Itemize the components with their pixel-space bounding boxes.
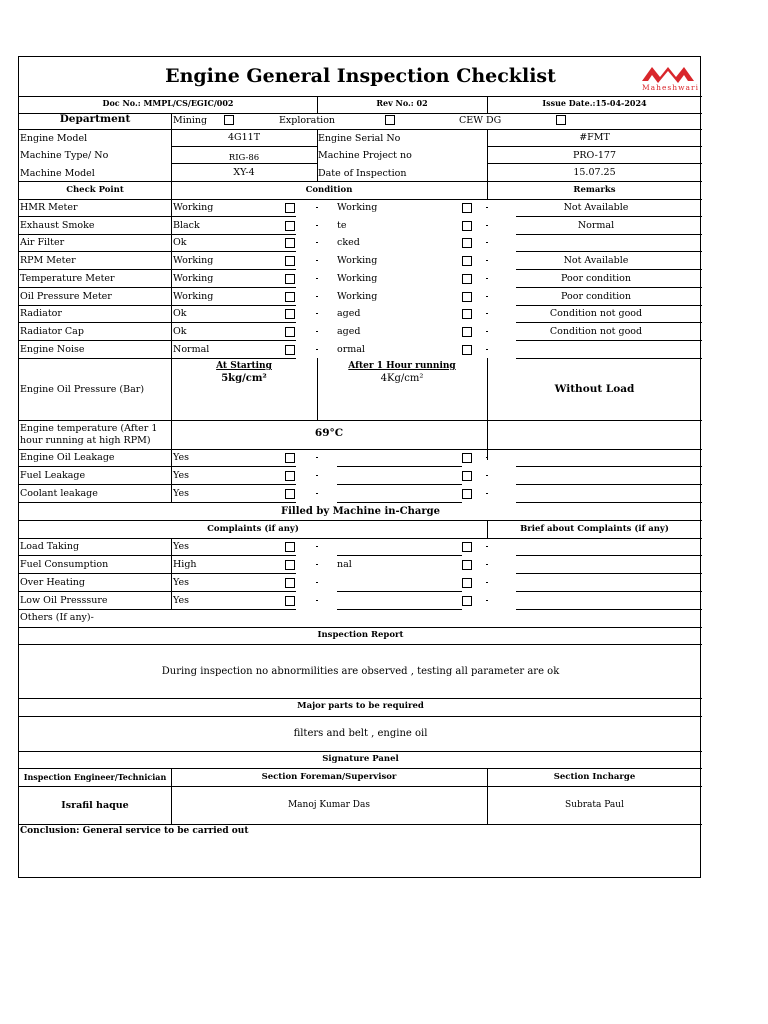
row-line xyxy=(19,251,171,252)
marker xyxy=(486,225,488,226)
condition-value: Working xyxy=(173,273,214,284)
row-name: Engine Oil Leakage xyxy=(20,452,115,463)
machine-type-label: Machine Type/ No xyxy=(20,150,109,161)
condition-value: Yes xyxy=(173,488,189,499)
row-line xyxy=(19,340,171,341)
filled-by-label: Filled by Machine in-Charge xyxy=(281,506,440,517)
condition-value: Yes xyxy=(173,452,189,463)
blank-line xyxy=(337,591,462,592)
dept-mining-checkbox[interactable] xyxy=(224,115,234,125)
condition-checkbox[interactable] xyxy=(285,471,295,481)
marker xyxy=(316,475,318,476)
divider xyxy=(171,288,172,306)
row-line xyxy=(171,609,296,610)
condition-checkbox[interactable] xyxy=(285,560,295,570)
checklist-sheet xyxy=(18,56,701,878)
signature-panel-label: Signature Panel xyxy=(322,754,399,764)
remark-line xyxy=(516,609,702,610)
divider xyxy=(171,252,172,270)
blank-line xyxy=(337,484,462,485)
inspection-report-text: During inspection no abnormilities are observed , testing all parameter are ok xyxy=(161,666,560,677)
remark-value: Poor condition xyxy=(561,273,631,284)
row-line xyxy=(171,573,296,574)
conclusion-text: Conclusion: General service to be carried out xyxy=(20,826,249,836)
remark-line xyxy=(516,305,702,306)
condition-alt-checkbox[interactable] xyxy=(462,542,472,552)
condition-checkbox[interactable] xyxy=(285,309,295,319)
marker xyxy=(316,349,318,350)
remark-line xyxy=(516,358,702,359)
condition-value: Working xyxy=(173,202,214,213)
row-line xyxy=(19,573,171,574)
remark-line xyxy=(516,251,702,252)
marker xyxy=(486,582,488,583)
engine-temp-value: 69°C xyxy=(314,427,344,439)
row-line xyxy=(171,234,296,235)
blank-line xyxy=(337,609,462,610)
condition-alt-value: Working xyxy=(337,273,378,284)
remark-value: Poor condition xyxy=(561,291,631,302)
row-name: Fuel Leakage xyxy=(20,470,86,481)
condition-alt-checkbox[interactable] xyxy=(462,471,472,481)
marker xyxy=(486,278,488,279)
row-line xyxy=(171,484,296,485)
marker xyxy=(316,242,318,243)
row-name: Air Filter xyxy=(20,237,65,248)
marker xyxy=(486,457,488,458)
marker xyxy=(486,564,488,565)
incharge-label: Section Incharge xyxy=(553,772,636,782)
without-load-remark: Without Load xyxy=(554,383,635,395)
condition-value: Yes xyxy=(173,541,189,552)
condition-value: Yes xyxy=(173,577,189,588)
major-parts-text: filters and belt , engine oil xyxy=(293,728,428,739)
condition-alt-checkbox[interactable] xyxy=(462,578,472,588)
row-line xyxy=(19,305,171,306)
remark-line xyxy=(516,466,702,467)
row-line xyxy=(171,305,296,306)
row-line xyxy=(19,484,171,485)
condition-alt-checkbox[interactable] xyxy=(462,203,472,213)
condition-alt-checkbox[interactable] xyxy=(462,309,472,319)
condition-alt-value: Working xyxy=(337,202,378,213)
marker xyxy=(486,207,488,208)
date-value: 15.07.25 xyxy=(573,167,616,178)
condition-checkbox[interactable] xyxy=(285,203,295,213)
blank-line xyxy=(337,555,462,556)
row-line xyxy=(171,269,296,270)
condition-alt-value: Working xyxy=(337,255,378,266)
brief-complaints-header: Brief about Complaints (if any) xyxy=(520,524,669,534)
divider xyxy=(171,270,172,288)
logo-text: Maheshwari xyxy=(642,83,699,92)
row-line xyxy=(19,322,171,323)
condition-value: Black xyxy=(173,220,200,231)
condition-checkbox[interactable] xyxy=(285,256,295,266)
condition-checkbox[interactable] xyxy=(285,489,295,499)
engineer-label: Inspection Engineer/Technician xyxy=(23,772,167,782)
check-point-header: Check Point xyxy=(66,185,124,195)
row-name: RPM Meter xyxy=(20,255,76,266)
divider xyxy=(171,592,172,610)
complaints-header: Complaints (if any) xyxy=(207,524,299,534)
condition-value: Working xyxy=(173,255,214,266)
remark-line xyxy=(516,216,702,217)
engine-model-value: 4G11T xyxy=(227,132,261,143)
divider xyxy=(171,217,172,235)
divider xyxy=(171,341,172,359)
engine-temp-label-2: hour running at high RPM) xyxy=(20,435,151,446)
engine-serial-label: Engine Serial No xyxy=(318,133,401,144)
dept-option-label: Mining xyxy=(173,115,208,126)
row-line xyxy=(171,466,296,467)
machine-model-label: Machine Model xyxy=(20,168,95,179)
machine-type-value: RIG-86 xyxy=(228,153,260,163)
condition-alt-checkbox[interactable] xyxy=(462,453,472,463)
condition-alt-checkbox[interactable] xyxy=(462,596,472,606)
condition-value: Yes xyxy=(173,595,189,606)
row-name: Exhaust Smoke xyxy=(20,220,95,231)
condition-alt-value: aged xyxy=(337,326,361,337)
marker xyxy=(486,493,488,494)
after-running-label: After 1 Hour running xyxy=(348,361,456,371)
condition-checkbox[interactable] xyxy=(285,274,295,284)
condition-value: Working xyxy=(173,291,214,302)
row-name: Engine Noise xyxy=(20,344,85,355)
row-line xyxy=(171,322,296,323)
divider xyxy=(171,538,172,556)
condition-alt-value: Working xyxy=(337,291,378,302)
department-label: Department xyxy=(59,113,131,125)
condition-alt-value: nal xyxy=(337,559,352,570)
row-line xyxy=(171,340,296,341)
divider xyxy=(171,323,172,341)
condition-alt-checkbox[interactable] xyxy=(462,327,472,337)
condition-value: High xyxy=(173,559,197,570)
divider xyxy=(171,199,172,217)
doc-no: Doc No.: MMPL/CS/EGIC/002 xyxy=(102,98,234,108)
marker xyxy=(486,600,488,601)
company-logo xyxy=(634,59,702,95)
marker xyxy=(316,546,318,547)
condition-checkbox[interactable] xyxy=(285,221,295,231)
condition-checkbox[interactable] xyxy=(285,542,295,552)
engine-serial-value: #FMT xyxy=(579,132,610,143)
row-line xyxy=(171,287,296,288)
marker xyxy=(316,600,318,601)
date-label: Date of Inspection xyxy=(318,168,407,179)
row-line xyxy=(19,466,171,467)
condition-value: Normal xyxy=(173,344,210,355)
condition-alt-value: te xyxy=(337,220,347,231)
marker xyxy=(486,260,488,261)
marker xyxy=(486,331,488,332)
project-value: PRO-177 xyxy=(572,150,617,161)
marker xyxy=(486,313,488,314)
condition-alt-checkbox[interactable] xyxy=(462,256,472,266)
row-line xyxy=(19,609,171,610)
dept-cew-checkbox[interactable] xyxy=(556,115,566,125)
condition-checkbox[interactable] xyxy=(285,292,295,302)
project-label: Machine Project no xyxy=(318,150,412,161)
row-line xyxy=(19,502,171,503)
row-line xyxy=(19,555,171,556)
row-line xyxy=(171,502,296,503)
engineer-name: Israfil haque xyxy=(61,800,129,811)
marker xyxy=(486,296,488,297)
blank-line xyxy=(337,466,462,467)
marker xyxy=(316,296,318,297)
remark-line xyxy=(516,555,702,556)
row-line xyxy=(171,591,296,592)
remark-line xyxy=(516,287,702,288)
row-line xyxy=(171,555,296,556)
marker xyxy=(316,260,318,261)
condition-alt-value: cked xyxy=(337,237,360,248)
condition-alt-checkbox[interactable] xyxy=(462,489,472,499)
machine-model-value: XY-4 xyxy=(233,167,255,178)
row-name: Low Oil Presssure xyxy=(20,595,108,606)
condition-value: Ok xyxy=(173,308,187,319)
condition-value: Ok xyxy=(173,237,187,248)
remark-line xyxy=(516,502,702,503)
divider xyxy=(171,485,172,503)
at-starting-value: 5kg/cm² xyxy=(221,373,267,384)
condition-checkbox[interactable] xyxy=(285,578,295,588)
marker xyxy=(316,493,318,494)
condition-alt-value: aged xyxy=(337,308,361,319)
marker xyxy=(316,457,318,458)
row-name: Radiator xyxy=(20,308,62,319)
marker xyxy=(486,349,488,350)
condition-alt-value: ormal xyxy=(337,344,365,355)
remark-line xyxy=(516,591,702,592)
condition-alt-checkbox[interactable] xyxy=(462,238,472,248)
condition-alt-checkbox[interactable] xyxy=(462,345,472,355)
remark-line xyxy=(516,484,702,485)
foreman-name: Manoj Kumar Das xyxy=(287,800,371,810)
at-starting-label: At Starting xyxy=(216,361,272,371)
remark-value: Condition not good xyxy=(549,326,643,337)
remark-line xyxy=(516,322,702,323)
row-name: Oil Pressure Meter xyxy=(20,291,112,302)
condition-checkbox[interactable] xyxy=(285,345,295,355)
row-name: Fuel Consumption xyxy=(20,559,109,570)
row-name: Coolant leakage xyxy=(20,488,98,499)
condition-value: Ok xyxy=(173,326,187,337)
divider xyxy=(171,305,172,323)
remark-line xyxy=(516,573,702,574)
foreman-label: Section Foreman/Supervisor xyxy=(261,772,397,782)
condition-header: Condition xyxy=(305,185,353,195)
condition-alt-checkbox[interactable] xyxy=(462,221,472,231)
remark-line xyxy=(516,269,702,270)
incharge-name: Subrata Paul xyxy=(565,800,624,810)
marker xyxy=(316,582,318,583)
marker xyxy=(316,225,318,226)
row-name: Radiator Cap xyxy=(20,326,84,337)
dept-exploration-checkbox[interactable] xyxy=(385,115,395,125)
condition-alt-checkbox[interactable] xyxy=(462,292,472,302)
after-running-value: 4Kg/cm² xyxy=(380,373,424,384)
remark-value: Normal xyxy=(577,220,615,231)
row-line xyxy=(19,234,171,235)
inspection-report-label: Inspection Report xyxy=(317,630,404,640)
marker xyxy=(316,331,318,332)
blank-line xyxy=(337,502,462,503)
condition-value: Yes xyxy=(173,470,189,481)
remark-value: Not Available xyxy=(563,202,629,213)
condition-alt-checkbox[interactable] xyxy=(462,274,472,284)
row-line xyxy=(19,269,171,270)
row-name: Over Heating xyxy=(20,577,85,588)
row-name: Load Taking xyxy=(20,541,80,552)
condition-checkbox[interactable] xyxy=(285,327,295,337)
issue-date: Issue Date.:15-04-2024 xyxy=(542,98,647,108)
row-line xyxy=(171,216,296,217)
others-label: Others (If any)- xyxy=(20,612,94,623)
remarks-header: Remarks xyxy=(573,185,616,195)
marker xyxy=(316,207,318,208)
row-line xyxy=(19,358,171,359)
row-line xyxy=(19,287,171,288)
marker xyxy=(486,546,488,547)
marker xyxy=(486,475,488,476)
condition-alt-checkbox[interactable] xyxy=(462,560,472,570)
remark-value: Not Available xyxy=(563,255,629,266)
oil-pressure-label: Engine Oil Pressure (Bar) xyxy=(20,384,145,395)
row-line xyxy=(19,591,171,592)
condition-checkbox[interactable] xyxy=(285,453,295,463)
condition-checkbox[interactable] xyxy=(285,238,295,248)
marker xyxy=(316,278,318,279)
divider xyxy=(171,467,172,485)
remark-value: Condition not good xyxy=(549,308,643,319)
row-line xyxy=(171,251,296,252)
engine-temp-label-1: Engine temperature (After 1 xyxy=(20,423,158,434)
row-name: HMR Meter xyxy=(20,202,78,213)
marker xyxy=(316,313,318,314)
page-title: Engine General Inspection Checklist xyxy=(165,65,556,87)
rev-no: Rev No.: 02 xyxy=(376,98,428,108)
divider xyxy=(171,556,172,574)
divider xyxy=(171,449,172,467)
condition-checkbox[interactable] xyxy=(285,596,295,606)
dept-option-label: CEW DG xyxy=(459,115,502,126)
row-line xyxy=(171,358,296,359)
marker xyxy=(316,564,318,565)
major-parts-label: Major parts to be required xyxy=(297,701,424,711)
dept-option-label: Exploration xyxy=(279,115,336,126)
divider xyxy=(171,574,172,592)
marker xyxy=(486,242,488,243)
remark-line xyxy=(516,340,702,341)
row-line xyxy=(19,216,171,217)
row-name: Temperature Meter xyxy=(20,273,115,284)
engine-model-label: Engine Model xyxy=(20,133,88,144)
remark-line xyxy=(516,234,702,235)
divider xyxy=(171,234,172,252)
